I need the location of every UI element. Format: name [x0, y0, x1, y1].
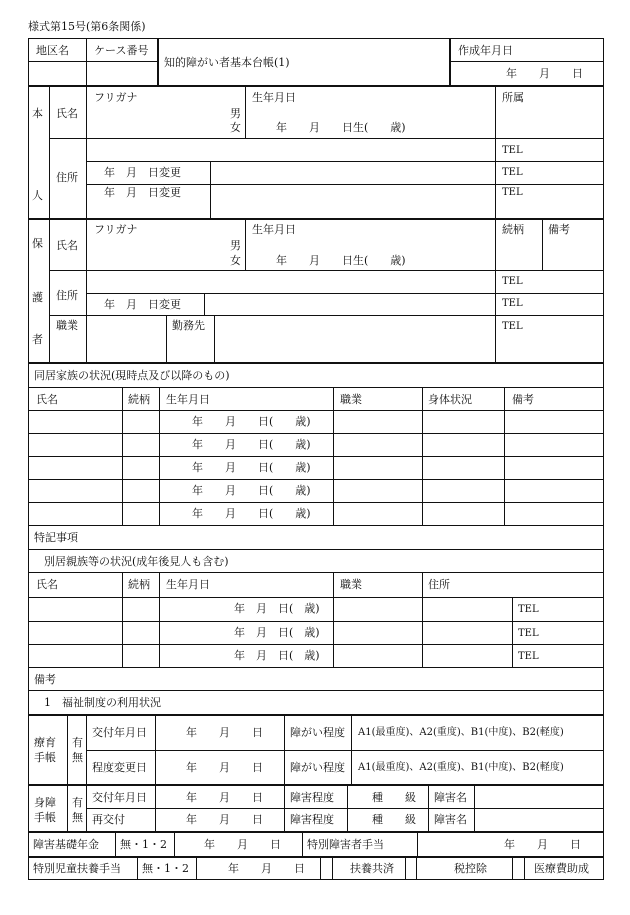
district-label: 地区名	[36, 44, 69, 57]
person-side-label-2: 人	[32, 189, 43, 202]
ryoiku-degree-label-2: 障がい程度	[290, 761, 345, 774]
guardian-female-option[interactable]: 女	[230, 254, 241, 267]
guardian-relation-label: 続柄	[502, 223, 524, 236]
pension-label: 障害基礎年金	[33, 838, 99, 851]
person-address-change-1: 年 月 日変更	[104, 166, 181, 179]
shintai-label-1: 身障	[34, 796, 56, 809]
family-notes-label: 特記事項	[34, 531, 78, 544]
person-address-change-2: 年 月 日変更	[104, 186, 181, 199]
person-affiliation-label: 所属	[502, 91, 524, 104]
separate-col-name: 氏名	[36, 578, 58, 591]
mutual-aid-label: 扶養共済	[350, 862, 394, 875]
family-row-birth: 年 月 日( 歳)	[192, 461, 311, 474]
ryoiku-label-1: 療育	[34, 736, 56, 749]
ryoiku-change-date-label: 程度変更日	[92, 761, 147, 774]
family-col-relation: 続柄	[128, 393, 150, 406]
person-tel-3: TEL	[502, 187, 523, 198]
ryoiku-issue-date-value: 年 月 日	[186, 726, 263, 739]
family-heading: 同居家族の状況(現時点及び以降のもの)	[34, 369, 230, 382]
shintai-yes-option[interactable]: 有	[72, 796, 83, 809]
family-col-name: 氏名	[36, 393, 58, 406]
family-row-birth: 年 月 日( 歳)	[192, 484, 311, 497]
family-col-remarks: 備考	[512, 393, 534, 406]
separate-col-address: 住所	[428, 578, 450, 591]
shintai-no-option[interactable]: 無	[72, 811, 83, 824]
family-row-birth: 年 月 日( 歳)	[192, 438, 311, 451]
person-side-label-1: 本	[32, 107, 43, 120]
separate-row-birth: 年 月 日( 歳)	[234, 602, 320, 615]
person-name-label: 氏名	[56, 107, 78, 120]
person-female-option[interactable]: 女	[230, 121, 241, 134]
guardian-job-label: 職業	[56, 319, 78, 332]
separate-row-birth: 年 月 日( 歳)	[234, 626, 320, 639]
guardian-address-label: 住所	[56, 289, 78, 302]
shintai-disability-name-label-2: 障害名	[434, 813, 467, 826]
guardian-side-label-1: 保	[32, 237, 43, 250]
separate-row-tel: TEL	[518, 604, 539, 615]
person-address-label: 住所	[56, 171, 78, 184]
separate-heading: 別居親族等の状況(成年後見人も含む)	[44, 555, 229, 568]
person-tel-1: TEL	[502, 145, 523, 156]
shintai-degree-label: 障害程度	[290, 791, 334, 804]
ryoiku-degree-options[interactable]: A1(最重度)、A2(重度)、B1(中度)、B2(軽度)	[358, 727, 564, 738]
ryoiku-issue-date-label: 交付年月日	[92, 726, 147, 739]
person-birth-value: 年 月 日生( 歳)	[276, 121, 406, 134]
child-allowance-options[interactable]: 無・1・2	[142, 862, 189, 875]
special-allowance-date: 年 月 日	[504, 838, 581, 851]
shintai-label-2: 手帳	[34, 811, 56, 824]
guardian-tel-3: TEL	[502, 321, 523, 332]
separate-col-birth: 生年月日	[166, 578, 210, 591]
person-birth-label: 生年月日	[252, 91, 296, 104]
guardian-remarks-label: 備考	[548, 223, 570, 236]
pension-options[interactable]: 無・1・2	[120, 838, 167, 851]
form-title: 知的障がい者基本台帳(1)	[164, 56, 290, 69]
ryoiku-no-option[interactable]: 無	[72, 751, 83, 764]
guardian-tel-1: TEL	[502, 276, 523, 287]
guardian-side-label-2: 護	[32, 291, 43, 304]
separate-col-relation: 続柄	[128, 578, 150, 591]
pension-date: 年 月 日	[204, 838, 281, 851]
family-row-birth: 年 月 日( 歳)	[192, 507, 311, 520]
separate-row-birth: 年 月 日( 歳)	[234, 649, 320, 662]
guardian-side-label-3: 者	[32, 333, 43, 346]
family-col-birth: 生年月日	[166, 393, 210, 406]
created-date-value: 年 月 日	[506, 67, 583, 80]
person-furigana-label: フリガナ	[94, 91, 138, 104]
ryoiku-label-2: 手帳	[34, 751, 56, 764]
guardian-tel-2: TEL	[502, 298, 523, 309]
welfare-heading: 1 福祉制度の利用状況	[44, 696, 161, 709]
child-allowance-label: 特別児童扶養手当	[33, 862, 121, 875]
form-number: 様式第15号(第6条関係)	[28, 20, 146, 33]
ryoiku-degree-options-2[interactable]: A1(最重度)、A2(重度)、B1(中度)、B2(軽度)	[358, 762, 564, 773]
family-col-job: 職業	[340, 393, 362, 406]
separate-col-job: 職業	[340, 578, 362, 591]
guardian-birth-value: 年 月 日生( 歳)	[276, 254, 406, 267]
separate-row-tel: TEL	[518, 628, 539, 639]
guardian-name-label: 氏名	[56, 239, 78, 252]
shintai-disability-name-label: 障害名	[434, 791, 467, 804]
shintai-issue-date-label: 交付年月日	[92, 791, 147, 804]
separate-remarks-label: 備考	[34, 673, 56, 686]
shintai-reissue-value: 年 月 日	[186, 813, 263, 826]
shintai-grade-2: 種 級	[372, 813, 416, 826]
separate-row-tel: TEL	[518, 651, 539, 662]
medical-subsidy-label: 医療費助成	[534, 862, 589, 875]
ryoiku-change-date-value: 年 月 日	[186, 761, 263, 774]
guardian-furigana-label: フリガナ	[94, 223, 138, 236]
tax-deduction-label: 税控除	[454, 862, 487, 875]
shintai-reissue-label: 再交付	[92, 813, 125, 826]
person-tel-2: TEL	[502, 167, 523, 178]
ryoiku-yes-option[interactable]: 有	[72, 736, 83, 749]
case-number-label: ケース番号	[94, 44, 149, 57]
child-allowance-date: 年 月 日	[228, 862, 305, 875]
special-allowance-label: 特別障害者手当	[307, 838, 384, 851]
family-row-birth: 年 月 日( 歳)	[192, 415, 311, 428]
guardian-male-option[interactable]: 男	[230, 239, 241, 252]
person-male-option[interactable]: 男	[230, 107, 241, 120]
created-date-label: 作成年月日	[458, 44, 513, 57]
shintai-issue-date-value: 年 月 日	[186, 791, 263, 804]
shintai-grade: 種 級	[372, 791, 416, 804]
guardian-address-change: 年 月 日変更	[104, 298, 181, 311]
ryoiku-degree-label: 障がい程度	[290, 726, 345, 739]
family-col-physical: 身体状況	[428, 393, 472, 406]
guardian-workplace-label: 勤務先	[172, 319, 205, 332]
shintai-degree-label-2: 障害程度	[290, 813, 334, 826]
form-frame	[28, 38, 604, 880]
guardian-birth-label: 生年月日	[252, 223, 296, 236]
